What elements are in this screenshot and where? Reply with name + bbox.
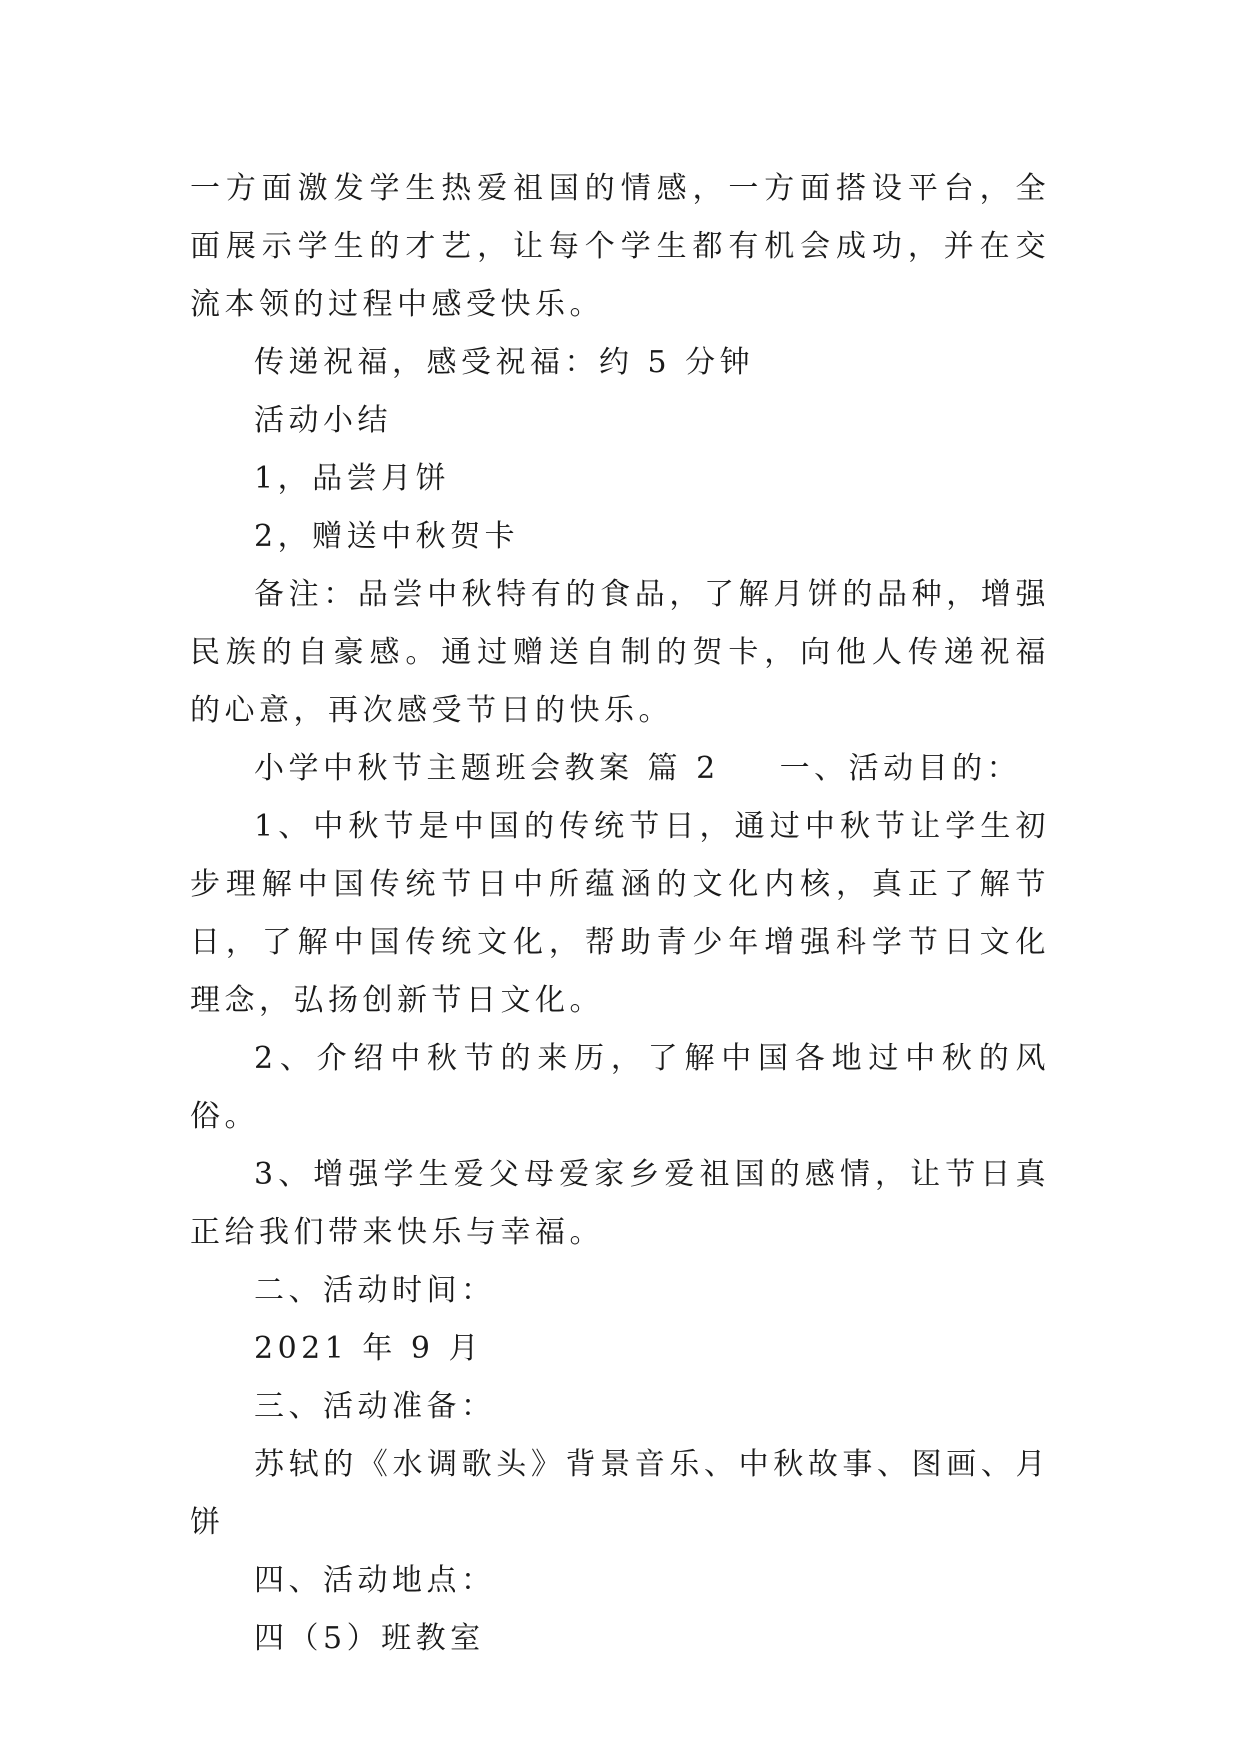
paragraph-continuation: 一方面激发学生热爱祖国的情感，一方面搭设平台，全面展示学生的才艺，让每个学生都有机会成功，并在交流本领的过程中感受快乐。: [190, 171, 1050, 322]
time-heading: 二、活动时间：: [254, 1273, 496, 1308]
paragraph-summary-heading: 活动小结: [254, 403, 392, 438]
time-value: 2021 年 9 月: [254, 1331, 484, 1366]
place-heading: 四、活动地点：: [254, 1563, 496, 1598]
section-2-title-line: [190, 740, 1050, 798]
paragraph-greeting-card: 2，赠送中秋贺卡: [254, 519, 520, 554]
paragraph-mooncake: 1，品尝月饼: [254, 461, 451, 496]
prep-value: 苏轼的《水调歌头》背景音乐、中秋故事、图画、月饼: [190, 1447, 1050, 1540]
section-2-heading: 一、活动目的：: [779, 751, 1022, 786]
prep-heading: 三、活动准备：: [254, 1389, 496, 1424]
place-value: 四（5）班教室: [254, 1621, 485, 1656]
paragraph-blessing: 传递祝福，感受祝福：约 5 分钟: [254, 345, 755, 380]
goal-item-1: 1、中秋节是中国的传统节日，通过中秋节让学生初步理解中国传统节日中所蕴涵的文化内核，真正了解节日，了解中国传统文化，帮助青少年增强科学节日文化理念，弘扬创新节日文化。: [190, 809, 1050, 1018]
goal-item-3: 3、增强学生爱父母爱家乡爱祖国的感情，让节日真正给我们带来快乐与幸福。: [190, 1157, 1050, 1250]
document-body: [190, 160, 1050, 1668]
paragraph-note: 备注：品尝中秋特有的食品，了解月饼的品种，增强民族的自豪感。通过赠送自制的贺卡，向他人传递祝福的心意，再次感受节日的快乐。: [190, 577, 1050, 728]
section-2-title: 小学中秋节主题班会教案 篇 2: [254, 751, 720, 786]
goal-item-2: 2、介绍中秋节的来历，了解中国各地过中秋的风俗。: [190, 1041, 1050, 1134]
